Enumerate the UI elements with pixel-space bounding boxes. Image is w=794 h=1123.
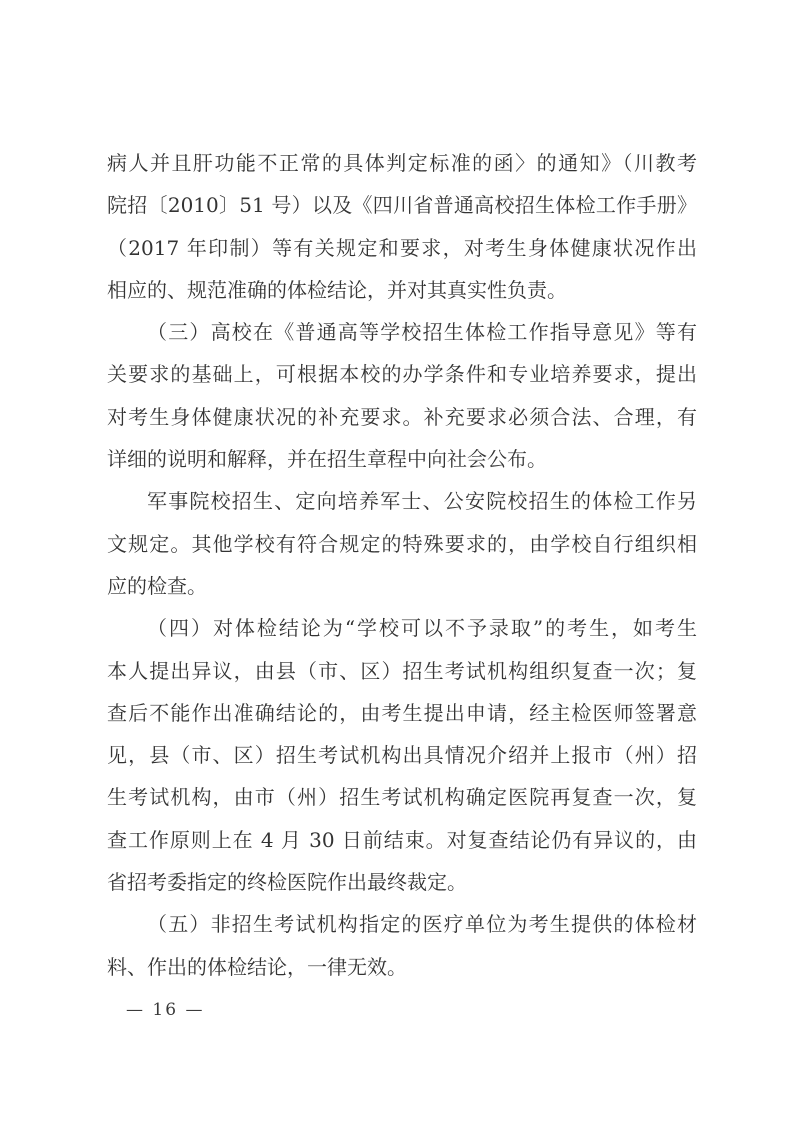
page-number: — 16 — xyxy=(126,1000,205,1020)
text-line: （2017 年印制）等有关规定和要求，对考生身体健康状况作出 xyxy=(107,235,697,260)
text-line: 料、作出的体检结论，一律无效。 xyxy=(107,954,407,979)
text-line: 对考生身体健康状况的补充要求。补充要求必须合法、合理，有 xyxy=(107,404,697,429)
text-line: 院招〔2010〕51 号）以及《四川省普通高校招生体检工作手册》 xyxy=(107,193,697,218)
document-body xyxy=(107,142,697,988)
text-line: 病人并且肝功能不正常的具体判定标准的函〉的通知》（川教考 xyxy=(107,151,697,175)
text-line: 省招考委指定的终检医院作出最终裁定。 xyxy=(107,870,467,895)
text-line: 文规定。其他学校有符合规定的特殊要求的，由学校自行组织相 xyxy=(107,531,697,556)
text-line: （四）对体检结论为“学校可以不予录取”的考生，如考生 xyxy=(147,616,697,641)
text-line: 查后不能作出准确结论的，由考生提出申请，经主检医师签署意 xyxy=(107,700,697,725)
text-line: 详细的说明和解释，并在招生章程中向社会公布。 xyxy=(107,447,547,472)
text-line: 军事院校招生、定向培养军士、公安院校招生的体检工作另 xyxy=(147,489,697,514)
text-line: 生考试机构，由市（州）招生考试机构确定医院再复查一次，复 xyxy=(107,785,697,810)
text-line: 本人提出异议，由县（市、区）招生考试机构组织复查一次；复 xyxy=(107,658,697,683)
paragraph xyxy=(107,480,697,607)
paragraph xyxy=(107,311,697,480)
text-line: 关要求的基础上，可根据本校的办学条件和专业培养要求，提出 xyxy=(107,362,697,387)
text-line: 见，县（市、区）招生考试机构出具情况介绍并上报市（州）招 xyxy=(107,743,697,768)
paragraph xyxy=(107,607,697,903)
paragraph xyxy=(107,142,697,311)
text-line: 相应的、规范准确的体检结论，并对其真实性负责。 xyxy=(107,277,567,302)
text-line: 查工作原则上在 4 月 30 日前结束。对复查结论仍有异议的，由 xyxy=(107,827,697,852)
paragraph xyxy=(107,903,697,988)
text-line: 应的检查。 xyxy=(107,573,207,598)
text-line: （三）高校在《普通高等学校招生体检工作指导意见》等有 xyxy=(147,320,697,345)
text-line: （五）非招生考试机构指定的医疗单位为考生提供的体检材 xyxy=(147,912,697,937)
